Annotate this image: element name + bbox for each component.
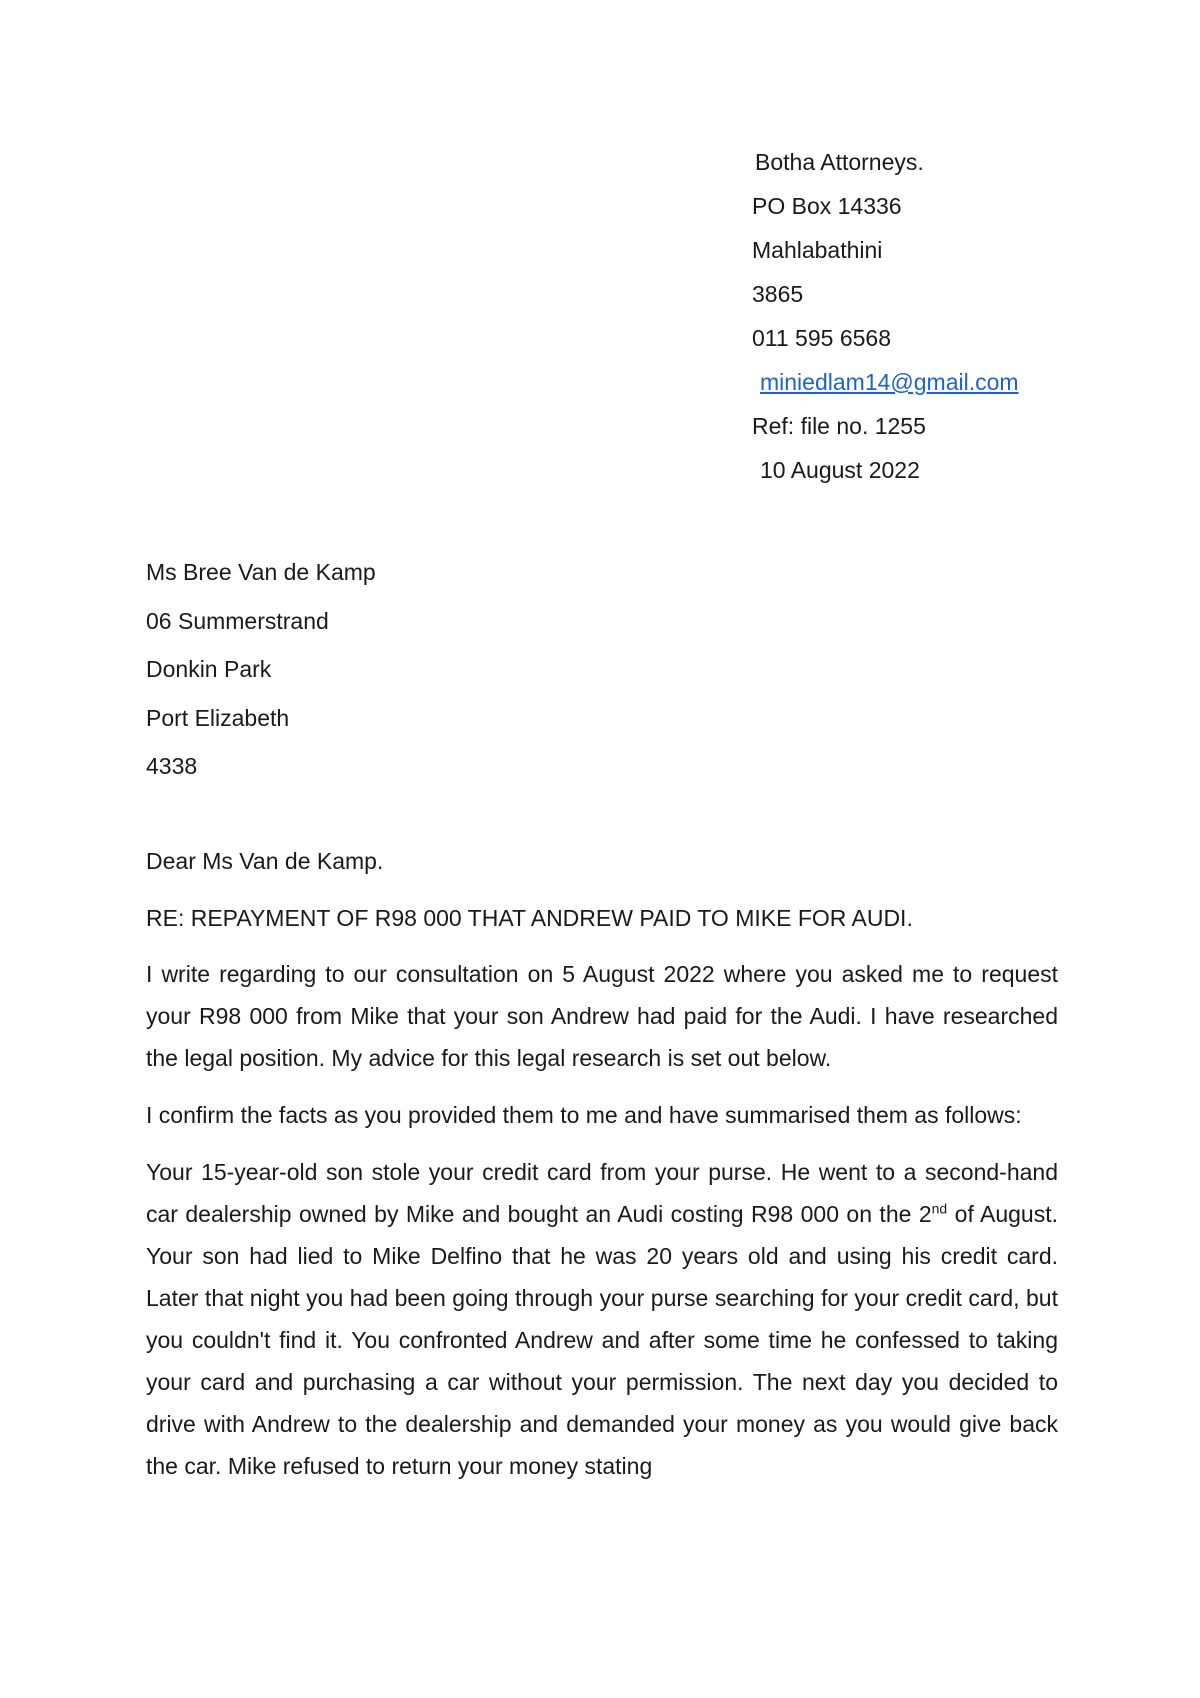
sender-email-line bbox=[752, 360, 1082, 404]
subject-line: RE: REPAYMENT OF R98 000 THAT ANDREW PAID TO MIKE FOR AUDI. bbox=[146, 905, 913, 931]
sender-po-box: PO Box 14336 bbox=[752, 193, 902, 219]
facts-text-part2: of August. Your son had lied to Mike Delfino that he was 20 years old and using his credit card. Later that night you had been going through your purse searching for your credit card, but you couldn't find it. You confronted Andrew and after some time he confessed to taking your card and purchasing a car without your permission. The next day you decided to drive with Andrew to the dealership and demanded your money as you would give back the car. Mike refused to return your money stating bbox=[146, 1201, 1058, 1479]
ordinal-suffix: nd bbox=[931, 1200, 948, 1217]
sender-postal-code: 3865 bbox=[752, 281, 804, 307]
paragraph-consultation: I write regarding to our consultation on 5 August 2022 where you asked me to request your R98 000 from Mike that your son Andrew had paid for the Audi. I have researched the legal position. My advice for this legal research is set out below. bbox=[146, 961, 1058, 1071]
facts-text-part1: Your 15-year-old son stole your credit card from your purse. He went to a second-hand car dealership owned by Mike and bought an Audi costing R98 000 on the 2 bbox=[146, 1159, 1058, 1227]
sender-email-link[interactable]: miniedlam14@gmail.com bbox=[760, 369, 1019, 395]
recipient-city: Port Elizabeth bbox=[146, 704, 290, 731]
sender-reference: Ref: file no. 1255 bbox=[752, 413, 926, 439]
salutation: Dear Ms Van de Kamp. bbox=[146, 848, 384, 874]
sender-phone: 011 595 6568 bbox=[752, 325, 891, 351]
letter-body bbox=[146, 840, 1058, 1502]
recipient-name: Ms Bree Van de Kamp bbox=[146, 559, 376, 585]
sender-address-block bbox=[752, 140, 1082, 492]
paragraph-facts-summary bbox=[146, 1151, 1058, 1487]
sender-city: Mahlabathini bbox=[752, 237, 883, 263]
recipient-suburb: Donkin Park bbox=[146, 656, 272, 682]
recipient-address-block bbox=[146, 548, 376, 791]
sender-date: 10 August 2022 bbox=[760, 457, 920, 483]
recipient-postal-code: 4338 bbox=[146, 753, 198, 779]
recipient-street: 06 Summerstrand bbox=[146, 607, 329, 634]
paragraph-confirm-facts: I confirm the facts as you provided them to me and have summarised them as follows: bbox=[146, 1102, 1022, 1128]
sender-firm: Botha Attorneys. bbox=[755, 149, 924, 175]
